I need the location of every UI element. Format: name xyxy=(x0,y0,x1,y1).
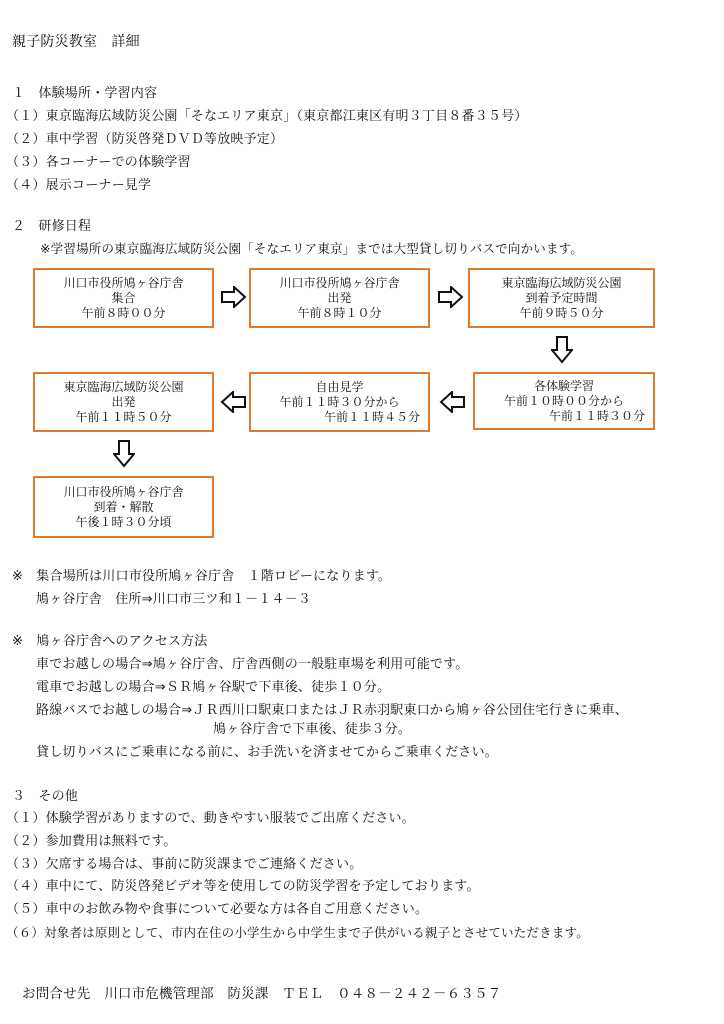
section3-item-6: （６）対象者は原則として、市内在住の小学生から中学生まで子供がいる親子とさせていただきます。 xyxy=(6,925,589,940)
note-meeting-address: 鳩ヶ谷庁舎 住所⇒川口市三ツ和１－１４－３ xyxy=(36,592,312,607)
note-access-car: 車でお越しの場合⇒鳩ヶ谷庁舎、庁舎西側の一般駐車場を利用可能です。 xyxy=(36,657,469,672)
note-access-heading: ※ 鳩ヶ谷庁舎へのアクセス方法 xyxy=(12,634,208,649)
box-line: 自由見学 xyxy=(315,379,364,394)
box-line: 午後１時３０分頃 xyxy=(75,514,172,529)
contact-info: お問合せ先 川口市危機管理部 防災課 ＴＥＬ ０４８－２４２－６３５７ xyxy=(22,986,502,1002)
box-line: 午前１０時００分から xyxy=(503,393,624,408)
schedule-box-free-tour xyxy=(249,372,430,432)
box-line: 東京臨海広域防災公園 xyxy=(63,379,184,394)
box-line: 午前１１時５０分 xyxy=(75,409,172,424)
section3-item-1: （１）体験学習がありますので、動きやすい服装でご出席ください。 xyxy=(6,811,415,826)
box-line: 川口市役所鳩ヶ谷庁舎 xyxy=(63,484,184,499)
section3-item-4: （４）車中にて、防災啓発ビデオ等を使用しての防災学習を予定しております。 xyxy=(6,879,480,894)
box-line: 到着・解散 xyxy=(93,499,154,514)
box-line: 東京臨海広域防災公園 xyxy=(501,275,622,290)
box-line: 午前９時５０分 xyxy=(519,305,604,320)
box-line: 午前１１時３０分から xyxy=(279,394,400,409)
box-line: 川口市役所鳩ヶ谷庁舎 xyxy=(63,275,184,290)
page-title: 親子防災教室 詳細 xyxy=(12,34,140,50)
schedule-box-arrive-park xyxy=(468,268,655,328)
note-access-charter-bus: 貸し切りバスにご乗車になる前に、お手洗いを済ませてからご乗車ください。 xyxy=(36,745,499,760)
box-line: 到着予定時間 xyxy=(525,290,598,305)
left-arrow-icon xyxy=(220,391,246,413)
note-access-bus: 路線バスでお越しの場合⇒ＪＲ西川口駅東口またはＪＲ赤羽駅東口から鳩ヶ谷公団住宅行きに乗車、 xyxy=(36,703,628,718)
section1-item-3: （３）各コーナーでの体験学習 xyxy=(6,155,191,170)
left-arrow-icon xyxy=(439,391,465,413)
box-line: 川口市役所鳩ヶ谷庁舎 xyxy=(279,275,400,290)
section2-note: ※学習場所の東京臨海広域防災公園「そなエリア東京」までは大型貸し切りバスで向かいます。 xyxy=(40,241,584,256)
right-arrow-icon xyxy=(438,286,464,308)
schedule-box-return xyxy=(33,476,214,538)
down-arrow-icon xyxy=(551,336,573,364)
section1-heading: １ 体験場所・学習内容 xyxy=(12,86,158,101)
section2-heading: ２ 研修日程 xyxy=(12,219,92,234)
section1-item-1: （１）東京臨海広域防災公園「そなエリア東京」（東京都江東区有明３丁目８番３５号） xyxy=(6,109,528,124)
down-arrow-icon xyxy=(113,440,135,468)
section3-item-2: （２）参加費用は無料です。 xyxy=(6,834,177,849)
box-line: 午前８時１０分 xyxy=(297,305,382,320)
note-access-bus-cont: 鳩ヶ谷庁舎で下車後、徒歩３分。 xyxy=(213,722,412,737)
box-line: 出発 xyxy=(111,394,136,409)
box-line: 出発 xyxy=(327,290,352,305)
box-line: 午前１１時３０分 xyxy=(548,408,645,423)
note-access-train: 電車でお越しの場合⇒ＳＲ鳩ヶ谷駅で下車後、徒歩１０分。 xyxy=(36,680,391,695)
section3-item-5: （５）車中のお飲み物や食事について必要な方は各自ご用意ください。 xyxy=(6,902,429,917)
box-line: 各体験学習 xyxy=(533,378,594,393)
section3-item-3: （３）欠席する場合は、事前に防災課までご連絡ください。 xyxy=(6,857,363,872)
box-line: 午前８時００分 xyxy=(81,305,166,320)
schedule-box-hands-on xyxy=(473,372,655,430)
schedule-box-depart xyxy=(249,268,430,328)
section3-heading: ３ その他 xyxy=(12,789,79,804)
section1-item-2: （２）車中学習（防災啓発ＤＶＤ等放映予定） xyxy=(6,132,284,147)
note-meeting-place: ※ 集合場所は川口市役所鳩ヶ谷庁舎 １階ロビーになります。 xyxy=(12,569,392,584)
schedule-box-depart-park xyxy=(33,372,214,432)
section1-item-4: （４）展示コーナー見学 xyxy=(6,178,152,193)
schedule-box-assemble xyxy=(33,268,214,328)
box-line: 集合 xyxy=(111,290,136,305)
right-arrow-icon xyxy=(221,286,247,308)
box-line: 午前１１時４５分 xyxy=(323,409,420,424)
